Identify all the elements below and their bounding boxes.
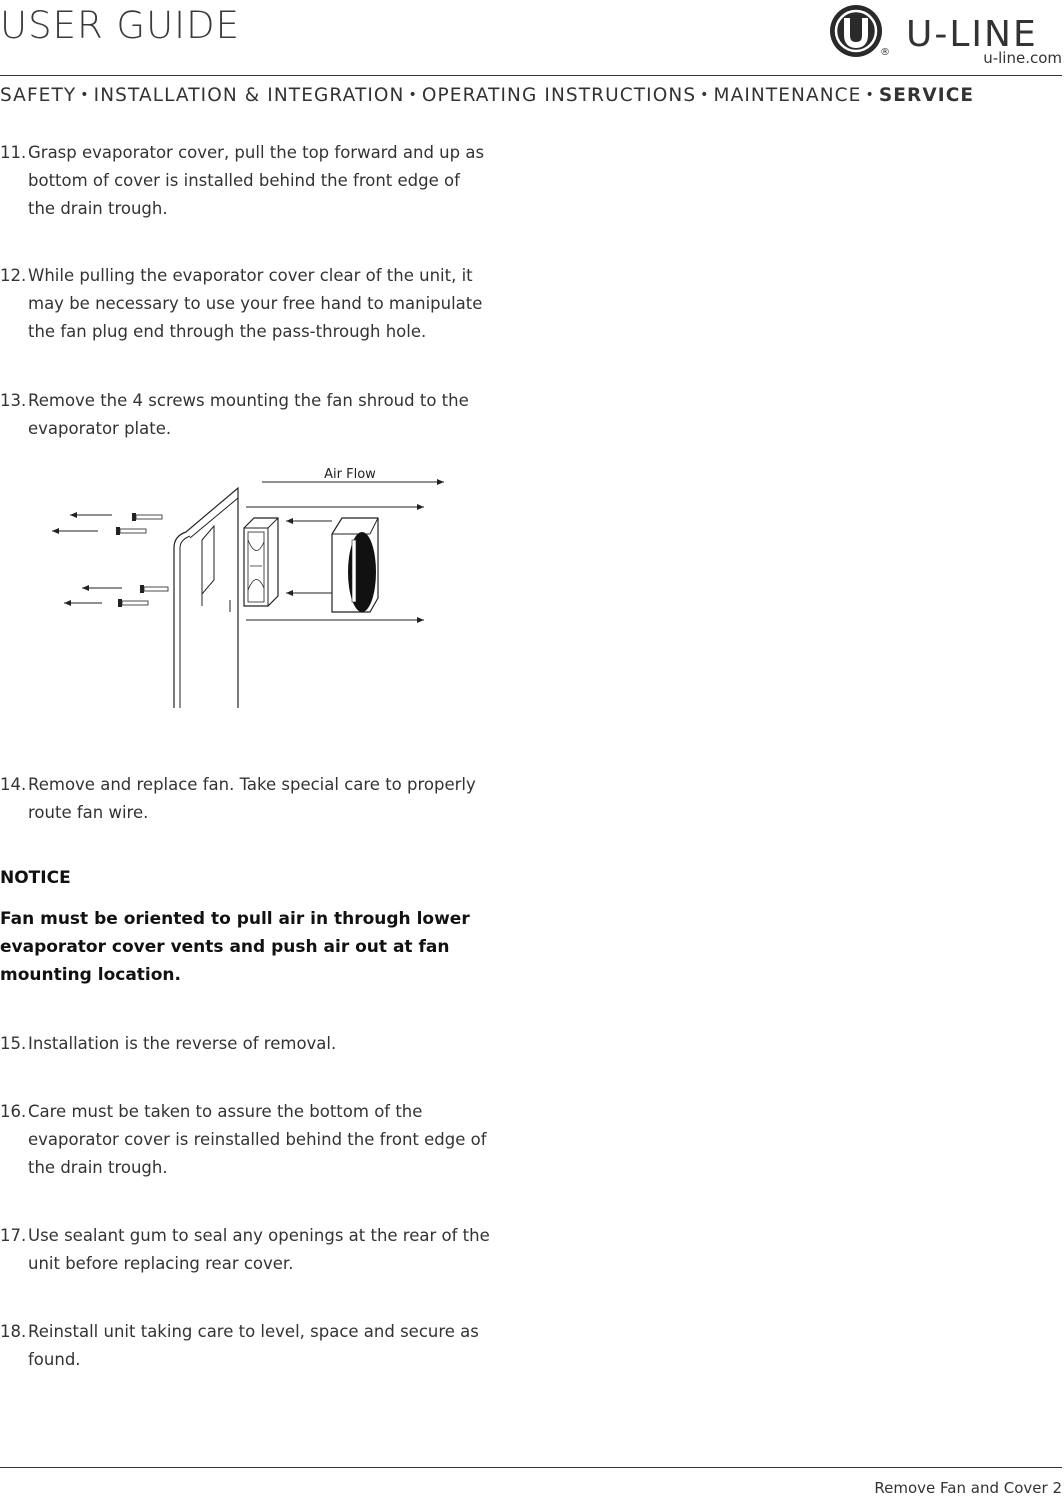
step-number: 11. [0,143,27,162]
step-text: Grasp evaporator cover, pull the top forward and up as bottom of cover is installed behind the front edge of the drain trough. [28,143,485,218]
nav-separator: • [408,87,418,103]
step-text: Remove the 4 screws mounting the fan shroud to the evaporator plate. [28,391,469,438]
step-number: 12. [0,266,27,285]
step-text: Remove and replace fan. Take special care to properly route fan wire. [28,775,476,822]
step-text: Care must be taken to assure the bottom of the evaporator cover is reinstalled behind the front edge of the drain trough. [28,1102,487,1177]
nav-maintenance: MAINTENANCE [713,85,862,106]
logo-url: u-line.com [983,49,1062,67]
step-number: 16. [0,1102,27,1121]
logo-text: U-LINE [906,14,1038,55]
nav-operating: OPERATING INSTRUCTIONS [421,85,697,106]
step-text: While pulling the evaporator cover clear of the unit, it may be necessary to use your free hand to manipulate the fan plug end through the pass-through hole. [28,266,483,341]
screws [116,513,168,607]
nav-safety: SAFETY [0,85,77,106]
step-number: 18. [0,1322,27,1341]
step-13 [0,387,492,443]
header-rule [0,75,1062,76]
evaporator-plate [174,488,238,708]
notice-body: Fan must be oriented to pull air in through lower evaporator cover vents and push air out at fan mounting location. [0,909,470,985]
step-11 [0,139,492,223]
nav-separator: • [700,87,710,103]
nav-service: SERVICE [878,85,975,106]
step-15 [0,1030,492,1058]
step-number: 15. [0,1034,27,1053]
nav-separator: • [80,87,90,103]
step-number: 14. [0,775,27,794]
registered-mark: ® [880,47,890,58]
section-nav [0,83,1062,108]
step-text: Use sealant gum to seal any openings at the rear of the unit before replacing rear cover. [28,1226,490,1273]
nav-separator: • [865,87,875,103]
air-flow-label: Air Flow [324,467,376,482]
fan-shroud [332,518,378,612]
fan [244,518,278,606]
step-17 [0,1222,492,1278]
step-number: 13. [0,391,27,410]
step-text: Installation is the reverse of removal. [28,1034,337,1053]
step-number: 17. [0,1226,27,1245]
fan-diagram-svg [40,460,450,712]
footer-rule [0,1467,1062,1468]
page-footer: Remove Fan and Cover 2 [874,1479,1062,1497]
fan-removal-diagram [40,460,450,712]
nav-installation: INSTALLATION & INTEGRATION [93,85,405,106]
step-18 [0,1318,492,1374]
step-14 [0,771,492,827]
step-text: Reinstall unit taking care to level, space and secure as found. [28,1322,479,1369]
notice-heading: NOTICE [0,868,71,888]
u-line-logo [828,2,1064,70]
page-title: USER GUIDE [0,4,240,47]
step-16 [0,1098,492,1182]
step-12 [0,262,492,346]
